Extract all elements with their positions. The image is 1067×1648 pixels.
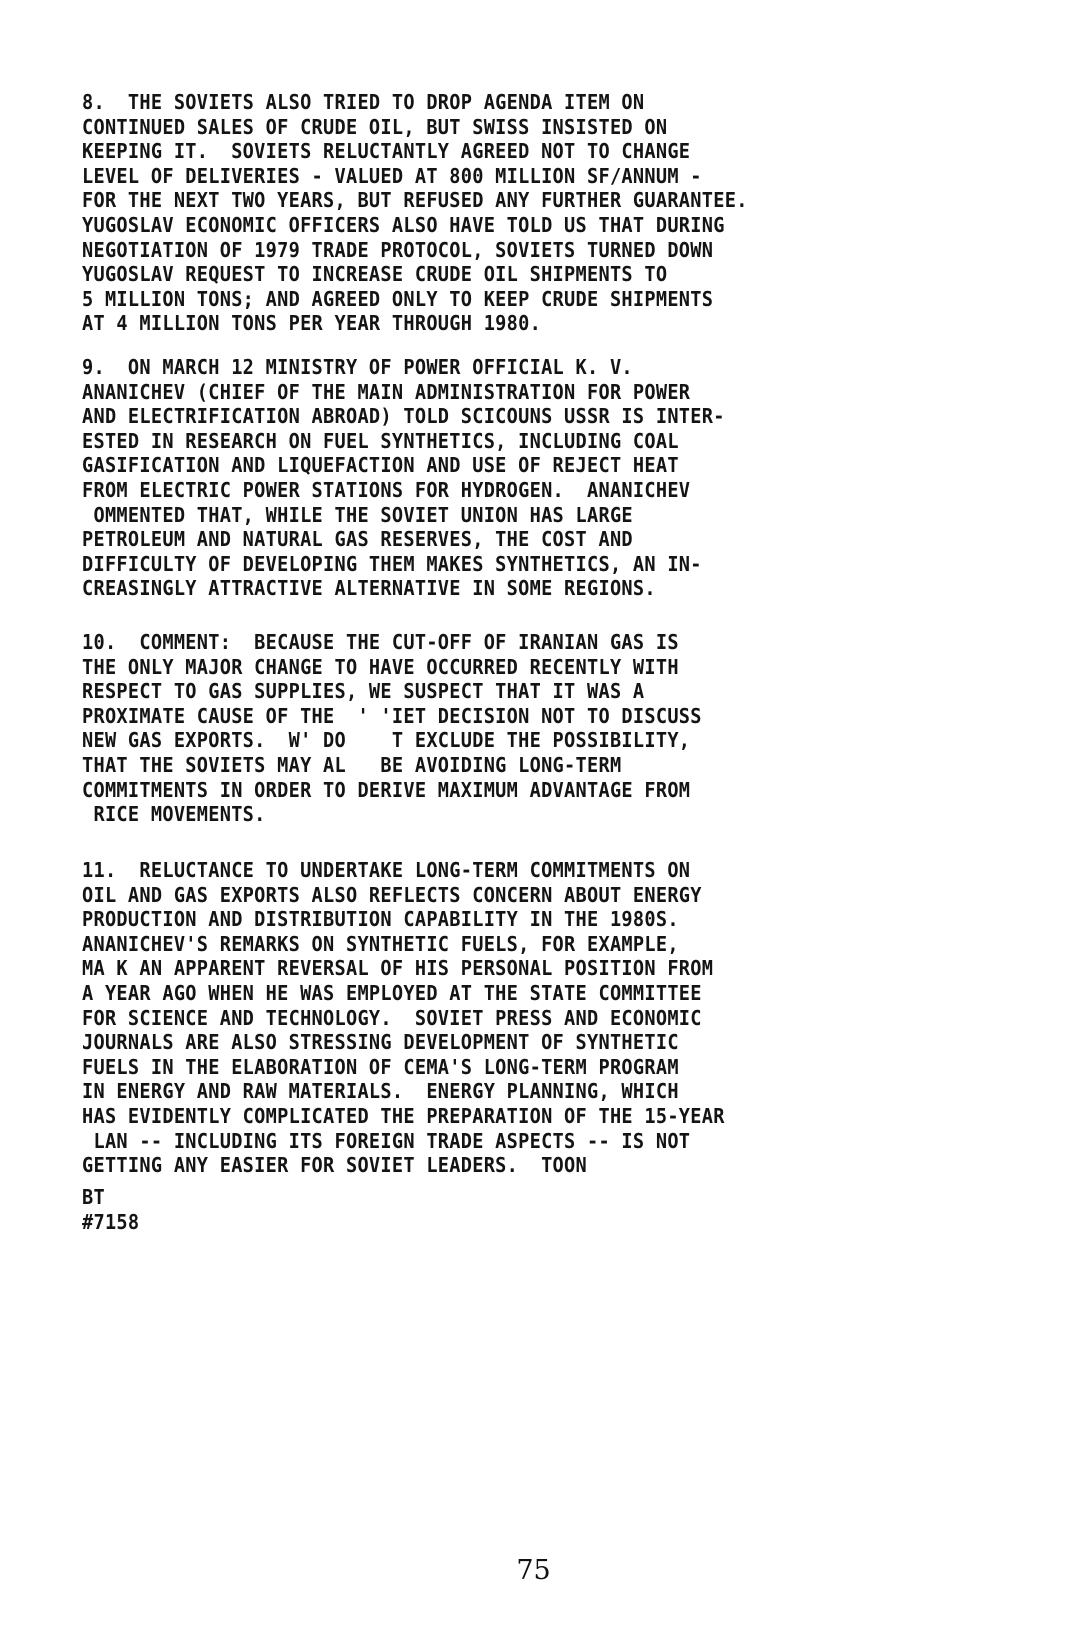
text-line: RESPECT TO GAS SUPPLIES, WE SUSPECT THAT IT WAS A — [82, 679, 645, 704]
message-number: #7158 — [82, 1209, 140, 1234]
text-line: GASIFICATION AND LIQUEFACTION AND USE OF REJECT HEAT — [82, 453, 679, 478]
text-line: LAN -- INCLUDING ITS FOREIGN TRADE ASPECTS -- IS NOT — [82, 1128, 691, 1153]
text-line: COMMITMENTS IN ORDER TO DERIVE MAXIMUM ADVANTAGE FROM — [82, 777, 691, 802]
text-line: PROXIMATE CAUSE OF THE ' 'IET DECISION NOT TO DISCUSS — [82, 703, 702, 728]
paragraph-10 — [82, 630, 982, 827]
text-line: NEW GAS EXPORTS. W' DO T EXCLUDE THE POSSIBILITY, — [82, 728, 691, 753]
paragraph-8 — [82, 90, 982, 336]
text-line: LEVEL OF DELIVERIES - VALUED AT 800 MILLION SF/ANNUM - — [82, 163, 702, 188]
text-line: NEGOTIATION OF 1979 TRADE PROTOCOL, SOVIETS TURNED DOWN — [82, 237, 714, 262]
text-line: FOR SCIENCE AND TECHNOLOGY. SOVIET PRESS AND ECONOMIC — [82, 1005, 702, 1030]
text-line: FUELS IN THE ELABORATION OF CEMA'S LONG-TERM PROGRAM — [82, 1054, 679, 1079]
text-line: AND ELECTRIFICATION ABROAD) TOLD SCICOUNS USSR IS INTER- — [82, 404, 725, 429]
paragraph-9 — [82, 355, 982, 601]
text-line: KEEPING IT. SOVIETS RELUCTANTLY AGREED NOT TO CHANGE — [82, 139, 691, 164]
text-line: CREASINGLY ATTRACTIVE ALTERNATIVE IN SOME REGIONS. — [82, 576, 656, 601]
text-line: MA K AN APPARENT REVERSAL OF HIS PERSONAL POSITION FROM — [82, 956, 714, 981]
text-line: OMMENTED THAT, WHILE THE SOVIET UNION HAS LARGE — [82, 502, 633, 527]
text-line: CONTINUED SALES OF CRUDE OIL, BUT SWISS INSISTED ON — [82, 114, 668, 139]
message-trailer — [82, 1185, 982, 1234]
text-line: JOURNALS ARE ALSO STRESSING DEVELOPMENT OF SYNTHETIC — [82, 1030, 679, 1055]
text-line: ANANICHEV (CHIEF OF THE MAIN ADMINISTRATION FOR POWER — [82, 379, 691, 404]
text-line: THAT THE SOVIETS MAY AL BE AVOIDING LONG-TERM — [82, 752, 622, 777]
text-line: YUGOSLAV REQUEST TO INCREASE CRUDE OIL SHIPMENTS TO — [82, 262, 668, 287]
text-line: A YEAR AGO WHEN HE WAS EMPLOYED AT THE STATE COMMITTEE — [82, 980, 702, 1005]
text-line: PETROLEUM AND NATURAL GAS RESERVES, THE COST AND — [82, 527, 633, 552]
text-line: HAS EVIDENTLY COMPLICATED THE PREPARATION OF THE 15-YEAR — [82, 1103, 725, 1128]
text-line: ESTED IN RESEARCH ON FUEL SYNTHETICS, INCLUDING COAL — [82, 428, 679, 453]
page-number: 75 — [516, 1555, 551, 1586]
text-line: RICE MOVEMENTS. — [82, 802, 266, 827]
text-line: ANANICHEV'S REMARKS ON SYNTHETIC FUELS, FOR EXAMPLE, — [82, 931, 679, 956]
text-line: IN ENERGY AND RAW MATERIALS. ENERGY PLANNING, WHICH — [82, 1079, 679, 1104]
text-line: PRODUCTION AND DISTRIBUTION CAPABILITY IN THE 1980S. — [82, 907, 679, 932]
text-line: DIFFICULTY OF DEVELOPING THEM MAKES SYNTHETICS, AN IN- — [82, 551, 702, 576]
text-line: OIL AND GAS EXPORTS ALSO REFLECTS CONCERN ABOUT ENERGY — [82, 882, 702, 907]
text-line: 8. THE SOVIETS ALSO TRIED TO DROP AGENDA ITEM ON — [82, 90, 645, 114]
text-line: FOR THE NEXT TWO YEARS, BUT REFUSED ANY FURTHER GUARANTEE. — [82, 188, 748, 213]
text-line: 11. RELUCTANCE TO UNDERTAKE LONG-TERM COMMITMENTS ON — [82, 858, 691, 882]
text-line: THE ONLY MAJOR CHANGE TO HAVE OCCURRED RECENTLY WITH — [82, 654, 679, 679]
text-line: 10. COMMENT: BECAUSE THE CUT-OFF OF IRANIAN GAS IS — [82, 630, 679, 654]
text-line: GETTING ANY EASIER FOR SOVIET LEADERS. TOON — [82, 1153, 588, 1178]
paragraph-11 — [82, 858, 982, 1178]
text-line: 9. ON MARCH 12 MINISTRY OF POWER OFFICIAL K. V. — [82, 355, 633, 379]
text-line: AT 4 MILLION TONS PER YEAR THROUGH 1980. — [82, 311, 542, 336]
text-line: YUGOSLAV ECONOMIC OFFICERS ALSO HAVE TOLD US THAT DURING — [82, 212, 725, 237]
break-marker: BT — [82, 1185, 105, 1209]
text-line: FROM ELECTRIC POWER STATIONS FOR HYDROGEN. ANANICHEV — [82, 477, 691, 502]
text-line: 5 MILLION TONS; AND AGREED ONLY TO KEEP CRUDE SHIPMENTS — [82, 286, 714, 311]
